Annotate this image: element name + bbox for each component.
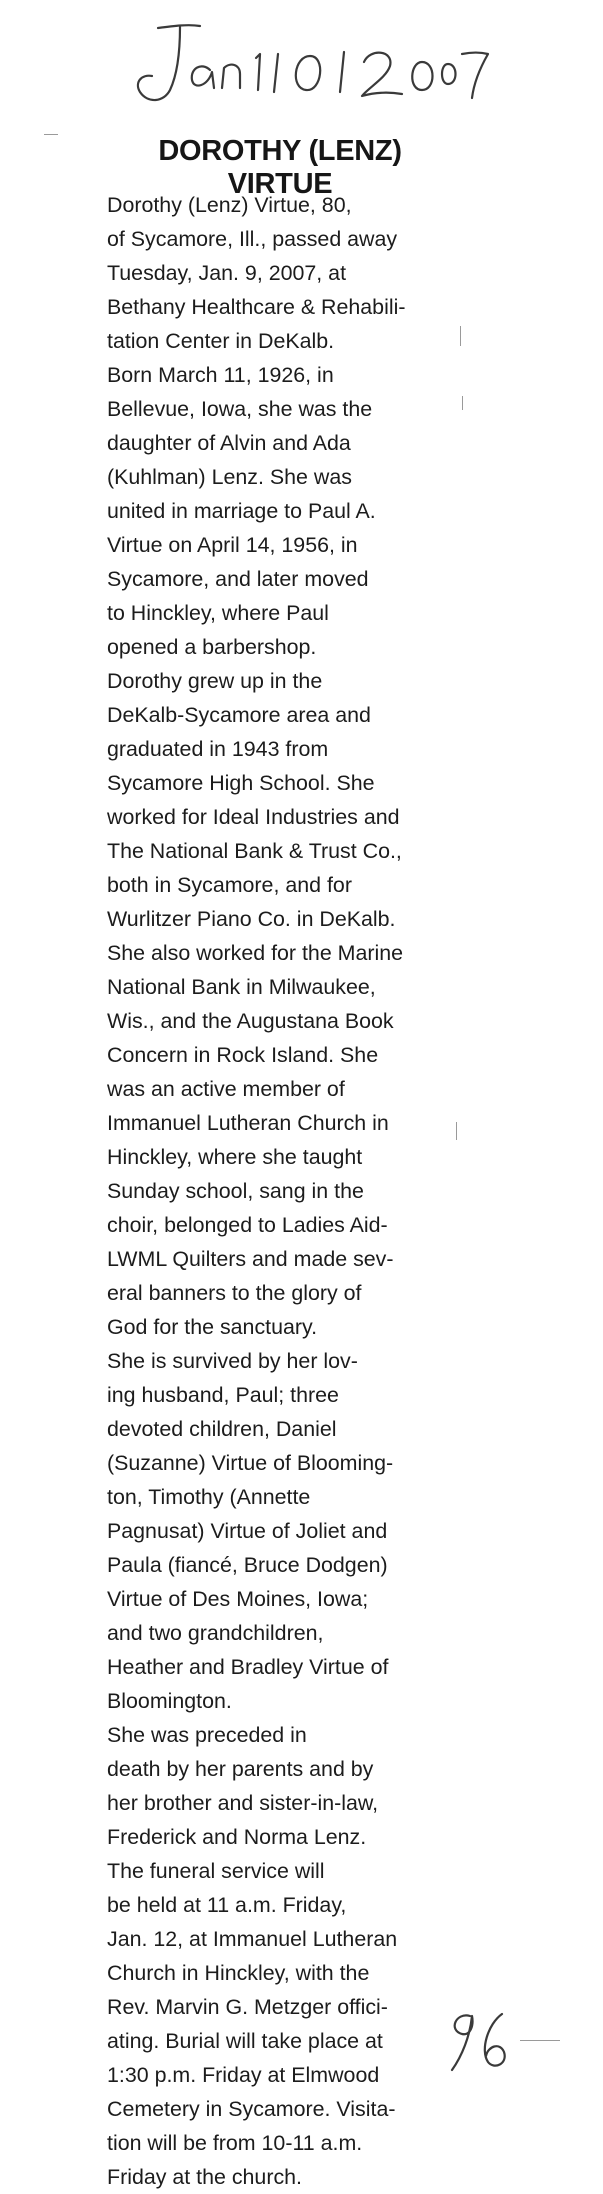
- obituary-paragraph: [80, 664, 452, 1344]
- text-line: Bethany Healthcare & Rehabili-: [107, 295, 406, 319]
- text-line: worked for Ideal Industries and: [107, 805, 400, 829]
- text-line: Hinckley, where she taught: [107, 1145, 363, 1169]
- text-line: She also worked for the Marine: [107, 941, 404, 965]
- text-line: Cemetery in Sycamore. Visita-: [107, 2097, 396, 2121]
- text-line: She was preceded in: [107, 1723, 307, 1747]
- text-line: 1:30 p.m. Friday at Elmwood: [107, 2063, 380, 2087]
- text-line: The National Bank & Trust Co.,: [107, 839, 402, 863]
- text-line: graduated in 1943 from: [107, 737, 329, 761]
- text-line: Virtue on April 14, 1956, in: [107, 533, 358, 557]
- text-line: Bellevue, Iowa, she was the: [107, 397, 373, 421]
- text-line: Wurlitzer Piano Co. in DeKalb.: [107, 907, 396, 931]
- text-line: She is survived by her lov-: [107, 1349, 358, 1373]
- obituary-paragraph: [80, 1854, 452, 2194]
- scan-mark: [462, 396, 463, 410]
- text-line: Sunday school, sang in the: [107, 1179, 364, 1203]
- text-line: tion will be from 10-11 a.m.: [107, 2131, 363, 2155]
- text-line: eral banners to the glory of: [107, 1281, 362, 1305]
- obituary-paragraph: [80, 1344, 452, 1718]
- text-line: Wis., and the Augustana Book: [107, 1009, 394, 1033]
- text-line: DeKalb-Sycamore area and: [107, 703, 371, 727]
- text-line: be held at 11 a.m. Friday,: [107, 1893, 347, 1917]
- text-line: Heather and Bradley Virtue of: [107, 1655, 389, 1679]
- text-line: and two grandchildren,: [107, 1621, 324, 1645]
- text-line: Frederick and Norma Lenz.: [107, 1825, 367, 1849]
- text-line: choir, belonged to Ladies Aid-: [107, 1213, 388, 1237]
- text-line: Dorothy (Lenz) Virtue, 80,: [107, 193, 352, 217]
- text-line: Bloomington.: [107, 1689, 232, 1713]
- text-line: ton, Timothy (Annette: [107, 1485, 311, 1509]
- text-line: tation Center in DeKalb.: [107, 329, 335, 353]
- scan-mark: [520, 2040, 560, 2041]
- text-line: Paula (fiancé, Bruce Dodgen): [107, 1553, 388, 1577]
- obituary-paragraph: [80, 188, 452, 358]
- text-line: God for the sanctuary.: [107, 1315, 318, 1339]
- scan-mark: [456, 1122, 457, 1140]
- text-line: ating. Burial will take place at: [107, 2029, 383, 2053]
- text-line: Concern in Rock Island. She: [107, 1043, 379, 1067]
- text-line: united in marriage to Paul A.: [107, 499, 376, 523]
- text-line: National Bank in Milwaukee,: [107, 975, 376, 999]
- text-line: Sycamore, and later moved: [107, 567, 369, 591]
- text-line: Jan. 12, at Immanuel Lutheran: [107, 1927, 398, 1951]
- text-line: of Sycamore, Ill., passed away: [107, 227, 398, 251]
- scan-mark: [44, 134, 58, 135]
- headline-line-1: DOROTHY (LENZ): [158, 135, 402, 168]
- headline-line-2: VIRTUE: [227, 168, 333, 201]
- text-line: Rev. Marvin G. Metzger offici-: [107, 1995, 388, 2019]
- text-line: (Suzanne) Virtue of Blooming-: [107, 1451, 394, 1475]
- handwritten-page-number: [440, 2000, 520, 2080]
- text-line: both in Sycamore, and for: [107, 873, 352, 897]
- text-line: death by her parents and by: [107, 1757, 374, 1781]
- text-line: opened a barbershop.: [107, 635, 317, 659]
- text-line: Friday at the church.: [107, 2165, 302, 2189]
- handwritten-date: [118, 18, 498, 118]
- text-line: Virtue of Des Moines, Iowa;: [107, 1587, 369, 1611]
- text-line: Sycamore High School. She: [107, 771, 375, 795]
- text-line: LWML Quilters and made sev-: [107, 1247, 394, 1271]
- text-line: Immanuel Lutheran Church in: [107, 1111, 389, 1135]
- text-line: to Hinckley, where Paul: [107, 601, 329, 625]
- text-line: Dorothy grew up in the: [107, 669, 323, 693]
- obituary-body: [80, 188, 452, 2194]
- text-line: was an active member of: [107, 1077, 345, 1101]
- text-line: her brother and sister-in-law,: [107, 1791, 379, 1815]
- text-line: Pagnusat) Virtue of Joliet and: [107, 1519, 388, 1543]
- text-line: Tuesday, Jan. 9, 2007, at: [107, 261, 347, 285]
- text-line: The funeral service will: [107, 1859, 325, 1883]
- obituary-paragraph: [80, 1718, 452, 1854]
- text-line: ing husband, Paul; three: [107, 1383, 339, 1407]
- text-line: Church in Hinckley, with the: [107, 1961, 370, 1985]
- obituary-paragraph: [80, 358, 452, 664]
- text-line: devoted children, Daniel: [107, 1417, 337, 1441]
- text-line: daughter of Alvin and Ada: [107, 431, 351, 455]
- text-line: (Kuhlman) Lenz. She was: [107, 465, 352, 489]
- text-line: Born March 11, 1926, in: [107, 363, 334, 387]
- scan-mark: [460, 326, 461, 346]
